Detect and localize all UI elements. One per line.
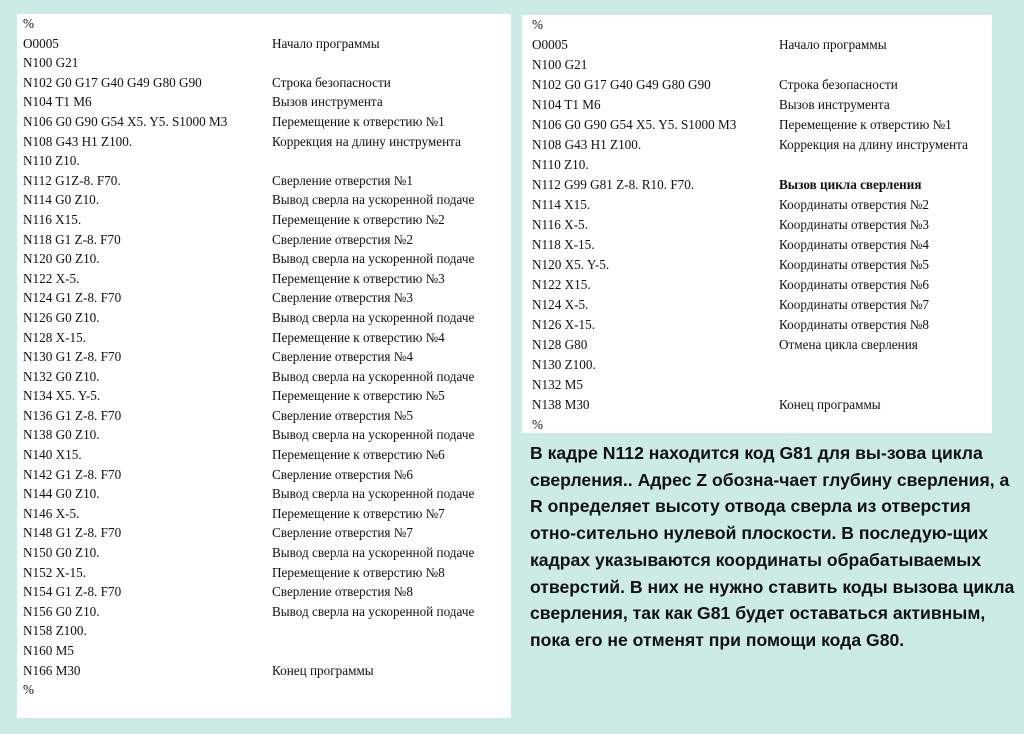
program-line bbox=[17, 425, 511, 445]
program-line bbox=[17, 602, 511, 622]
program-line bbox=[17, 406, 511, 426]
program-line bbox=[17, 14, 511, 34]
program-line bbox=[17, 661, 511, 681]
program-comment: Сверление отверстия №4 bbox=[272, 349, 413, 365]
program-code: N108 G43 H1 Z100. bbox=[532, 137, 642, 152]
program-line bbox=[17, 269, 511, 289]
program-comment: Сверление отверстия №8 bbox=[272, 584, 413, 600]
right-program-listing bbox=[522, 15, 992, 435]
program-line bbox=[17, 523, 511, 543]
program-line bbox=[522, 155, 992, 175]
program-comment: Координаты отверстия №5 bbox=[779, 257, 929, 272]
program-code: N140 X15. bbox=[23, 447, 82, 463]
program-code: N100 G21 bbox=[23, 55, 79, 71]
program-line bbox=[17, 249, 511, 269]
program-line bbox=[17, 112, 511, 132]
program-line bbox=[17, 190, 511, 210]
program-comment: Перемещение к отверстию №5 bbox=[272, 388, 445, 404]
program-comment: Перемещение к отверстию №1 bbox=[779, 117, 952, 132]
program-comment: Координаты отверстия №6 bbox=[779, 277, 929, 292]
program-line bbox=[17, 543, 511, 563]
program-code: N124 G1 Z-8. F70 bbox=[23, 290, 122, 306]
program-line bbox=[522, 335, 992, 355]
program-comment: Координаты отверстия №7 bbox=[779, 297, 929, 312]
program-line bbox=[522, 415, 992, 435]
program-code: N128 X-15. bbox=[23, 329, 87, 345]
program-line bbox=[17, 230, 511, 250]
program-code: N124 X-5. bbox=[532, 297, 589, 312]
program-comment: Конец программы bbox=[779, 397, 881, 412]
program-code: N116 X-5. bbox=[532, 217, 588, 232]
program-comment: Строка безопасности bbox=[272, 74, 391, 90]
program-comment: Перемещение к отверстию №8 bbox=[272, 564, 445, 580]
program-line bbox=[522, 255, 992, 275]
program-code: N102 G0 G17 G40 G49 G80 G90 bbox=[23, 74, 202, 90]
program-line bbox=[522, 295, 992, 315]
program-code: N134 X5. Y-5. bbox=[23, 388, 101, 404]
program-comment: Начало программы bbox=[272, 35, 380, 51]
program-code: N126 X-15. bbox=[532, 317, 596, 332]
program-comment: Сверление отверстия №1 bbox=[272, 172, 413, 188]
program-line bbox=[17, 386, 511, 406]
program-line bbox=[17, 445, 511, 465]
program-code: % bbox=[23, 682, 34, 698]
program-code: N116 X15. bbox=[23, 211, 82, 227]
program-comment: Вызов инструмента bbox=[272, 94, 383, 110]
program-code: N154 G1 Z-8. F70 bbox=[23, 584, 122, 600]
program-comment: Вывод сверла на ускоренной подаче bbox=[272, 309, 475, 325]
left-program-listing bbox=[17, 14, 511, 700]
program-code: N102 G0 G17 G40 G49 G80 G90 bbox=[532, 77, 711, 92]
program-comment: Начало программы bbox=[779, 37, 887, 52]
program-code: N122 X-5. bbox=[23, 270, 80, 286]
program-code: N118 G1 Z-8. F70 bbox=[23, 231, 121, 247]
program-code: N138 G0 Z10. bbox=[23, 427, 100, 443]
program-code: N138 M30 bbox=[532, 397, 590, 412]
program-comment: Координаты отверстия №8 bbox=[779, 317, 929, 332]
program-comment: Отмена цикла сверления bbox=[779, 337, 918, 352]
program-comment: Вызов инструмента bbox=[779, 97, 890, 112]
program-code: % bbox=[23, 16, 34, 31]
program-line bbox=[17, 641, 511, 661]
program-comment: Конец программы bbox=[272, 662, 374, 678]
program-line bbox=[17, 288, 511, 308]
program-line bbox=[17, 582, 511, 602]
program-line bbox=[522, 115, 992, 135]
program-comment: Сверление отверстия №5 bbox=[272, 407, 413, 423]
program-code: N160 M5 bbox=[23, 643, 74, 658]
program-code: N104 T1 M6 bbox=[23, 94, 92, 110]
program-comment: Сверление отверстия №6 bbox=[272, 466, 413, 482]
program-code: N122 X15. bbox=[532, 277, 591, 292]
program-line bbox=[17, 53, 511, 73]
program-code: N114 G0 Z10. bbox=[23, 192, 100, 208]
program-line bbox=[17, 73, 511, 93]
program-code: O0005 bbox=[23, 35, 59, 51]
program-line bbox=[17, 504, 511, 524]
program-comment: Перемещение к отверстию №6 bbox=[272, 447, 445, 463]
program-comment: Вывод сверла на ускоренной подаче bbox=[272, 368, 475, 384]
program-comment: Перемещение к отверстию №3 bbox=[272, 270, 445, 286]
program-comment: Вывод сверла на ускоренной подаче bbox=[272, 192, 475, 208]
program-code: N126 G0 Z10. bbox=[23, 309, 100, 325]
program-line bbox=[522, 215, 992, 235]
program-code: N144 G0 Z10. bbox=[23, 486, 100, 502]
program-code: N106 G0 G90 G54 X5. Y5. S1000 M3 bbox=[23, 113, 228, 129]
program-comment: Перемещение к отверстию №7 bbox=[272, 505, 445, 521]
program-line bbox=[522, 35, 992, 55]
program-code: N132 M5 bbox=[532, 377, 583, 392]
program-code: N112 G1Z-8. F70. bbox=[23, 172, 121, 188]
program-line bbox=[522, 15, 992, 35]
program-code: N156 G0 Z10. bbox=[23, 603, 100, 619]
program-code: N106 G0 G90 G54 X5. Y5. S1000 M3 bbox=[532, 117, 737, 132]
program-comment: Вывод сверла на ускоренной подаче bbox=[272, 427, 475, 443]
program-code: N118 X-15. bbox=[532, 237, 595, 252]
program-line bbox=[522, 175, 992, 195]
program-code: N166 M30 bbox=[23, 662, 81, 678]
program-line bbox=[522, 275, 992, 295]
program-line bbox=[17, 563, 511, 583]
program-line bbox=[522, 195, 992, 215]
program-line bbox=[17, 680, 511, 700]
program-line bbox=[17, 210, 511, 230]
program-line bbox=[522, 95, 992, 115]
program-code: N104 T1 M6 bbox=[532, 97, 601, 112]
program-comment: Вывод сверла на ускоренной подаче bbox=[272, 603, 475, 619]
program-line bbox=[522, 75, 992, 95]
program-line bbox=[522, 355, 992, 375]
program-comment: Коррекция на длину инструмента bbox=[779, 137, 968, 152]
program-line bbox=[17, 151, 511, 171]
program-code: N158 Z100. bbox=[23, 623, 87, 639]
program-line bbox=[522, 55, 992, 75]
program-code: % bbox=[532, 17, 543, 32]
program-code: % bbox=[532, 417, 543, 432]
program-comment: Вывод сверла на ускоренной подаче bbox=[272, 251, 475, 267]
program-comment: Вывод сверла на ускоренной подаче bbox=[272, 486, 475, 502]
program-line bbox=[17, 171, 511, 191]
program-code: N100 G21 bbox=[532, 57, 588, 72]
left-program-panel bbox=[17, 14, 511, 718]
program-line bbox=[17, 132, 511, 152]
program-comment: Коррекция на длину инструмента bbox=[272, 133, 461, 149]
program-line bbox=[17, 484, 511, 504]
program-line bbox=[17, 92, 511, 112]
program-code: N148 G1 Z-8. F70 bbox=[23, 525, 122, 541]
program-comment: Сверление отверстия №7 bbox=[272, 525, 413, 541]
program-code: N130 G1 Z-8. F70 bbox=[23, 349, 122, 365]
program-code: N110 Z10. bbox=[23, 153, 80, 169]
program-code: N150 G0 Z10. bbox=[23, 545, 100, 561]
program-line bbox=[17, 367, 511, 387]
program-code: N152 X-15. bbox=[23, 564, 87, 580]
program-line bbox=[17, 465, 511, 485]
program-line bbox=[522, 235, 992, 255]
program-comment: Вывод сверла на ускоренной подаче bbox=[272, 545, 475, 561]
program-comment: Перемещение к отверстию №1 bbox=[272, 113, 445, 129]
program-code: N130 Z100. bbox=[532, 357, 596, 372]
program-code: N136 G1 Z-8. F70 bbox=[23, 407, 122, 423]
right-program-panel bbox=[522, 15, 992, 433]
program-code: N110 Z10. bbox=[532, 157, 589, 172]
program-code: N108 G43 H1 Z100. bbox=[23, 133, 133, 149]
program-comment: Перемещение к отверстию №4 bbox=[272, 329, 445, 345]
program-code: N142 G1 Z-8. F70 bbox=[23, 466, 122, 482]
program-line bbox=[17, 328, 511, 348]
program-code: O0005 bbox=[532, 37, 568, 52]
program-code: N132 G0 Z10. bbox=[23, 368, 100, 384]
program-code: N120 G0 Z10. bbox=[23, 251, 100, 267]
program-line bbox=[17, 308, 511, 328]
explanation-text: В кадре N112 находится код G81 для вы-зова цикла сверления.. Адрес Z обозна-чает глубину сверления, а R определяет высоту отвода сверла из отверстия отно-сительно нулевой плоскости. В последую-щих кадрах указываются координаты обрабатываемых отверстий. В них не нужно ставить коды вызова цикла сверления, так как G81 будет оставаться активным, пока его не отменят при помощи кода G80. bbox=[530, 443, 1015, 650]
program-comment: Перемещение к отверстию №2 bbox=[272, 211, 445, 227]
program-line bbox=[522, 395, 992, 415]
program-comment: Строка безопасности bbox=[779, 77, 898, 92]
program-comment: Вызов цикла сверления bbox=[779, 177, 922, 192]
program-comment: Сверление отверстия №3 bbox=[272, 290, 413, 306]
program-comment: Координаты отверстия №3 bbox=[779, 217, 929, 232]
program-code: N146 X-5. bbox=[23, 505, 80, 521]
program-comment: Сверление отверстия №2 bbox=[272, 231, 413, 247]
program-comment: Координаты отверстия №4 bbox=[779, 237, 929, 252]
program-code: N112 G99 G81 Z-8. R10. F70. bbox=[532, 177, 695, 192]
program-line bbox=[522, 315, 992, 335]
program-line bbox=[17, 621, 511, 641]
program-line bbox=[522, 135, 992, 155]
program-line bbox=[522, 375, 992, 395]
program-code: N120 X5. Y-5. bbox=[532, 257, 610, 272]
program-comment: Координаты отверстия №2 bbox=[779, 197, 929, 212]
program-code: N114 X15. bbox=[532, 197, 591, 212]
program-code: N128 G80 bbox=[532, 337, 588, 352]
program-line bbox=[17, 34, 511, 54]
program-line bbox=[17, 347, 511, 367]
